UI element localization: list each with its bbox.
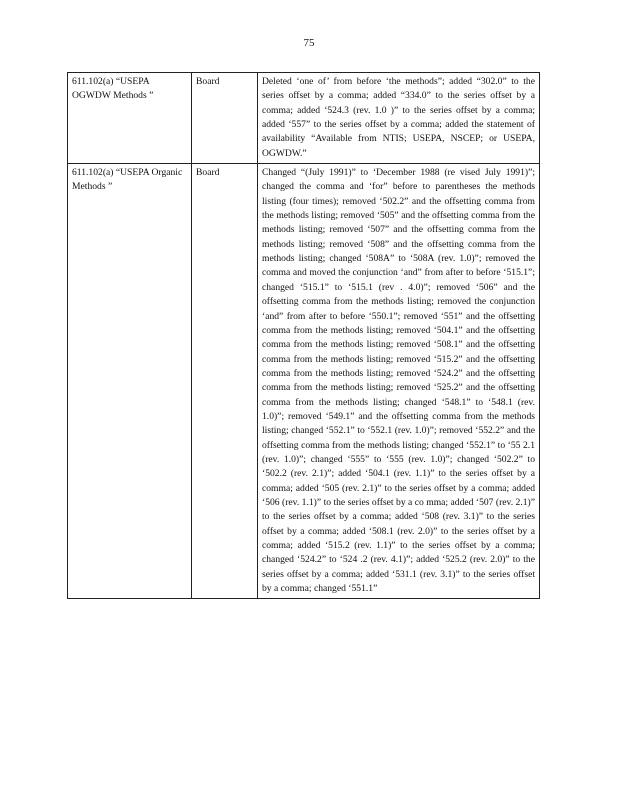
section-cell: 611.102(a) “USEPA Organic Methods ” [68,164,192,599]
table-row [68,73,540,164]
amendments-table [67,72,540,599]
change-description-cell: Deleted ‘one of’ from before ‘the methods”; added “302.0” to the series offset by a comma; added “334.0” to the series offset by a comma; added ‘524.3 (rev. 1.0 )” to the series offset by a comma; added ‘557” to the series offset by a comma; added the statement of availability “Available from NTIS; USEPA, NSCEP; or USEPA, OGWDW.” [258,73,540,164]
actor-cell: Board [192,164,258,599]
section-cell: 611.102(a) “USEPA OGWDW Methods ” [68,73,192,164]
table-row [68,164,540,599]
page-number: 75 [303,37,315,49]
actor-cell: Board [192,73,258,164]
change-description-cell: Changed “(July 1991)” to ‘December 1988 (re vised July 1991)”; changed the comma and ‘for” before to parentheses the methods listing (four times); removed ‘502.2” and the offsetting comma from the methods listing; removed ‘505” and the offsetting comma from the methods listing; removed ‘507” and the offsetting comma from the methods listing; removed ‘508” and the offsetting comma from the methods listing; changed ‘508A” to ‘508A (rev. 1.0)”; removed the comma and moved the conjunction ‘and” from after to before ‘515.1”; changed ‘515.1” to ‘515.1 (rev . 4.0)”; removed ‘506” and the offsetting comma from the methods listing; removed the conjunction ‘and” from after to before ‘550.1”; removed ‘551” and the offsetting comma from the methods listing; removed ‘504.1” and the offsetting comma from the methods listing; removed ‘508.1” and the offsetting comma from the methods listing; removed ‘515.2” and the offsetting comma from the methods listing; removed ‘524.2” and the offsetting comma from the methods listing; removed ‘525.2” and the offsetting comma from the methods listing; changed ‘548.1” to ‘548.1 (rev. 1.0)”; removed ‘549.1” and the offsetting comma from the methods listing; changed ‘552.1” to ‘552.1 (rev. 1.0)”; removed ‘552.2” and the offsetting comma from the methods listing; changed ‘552.1” to ‘55 2.1 (rev. 1.0)”; changed ‘555” to ‘555 (rev. 1.0)”; changed ‘502.2” to ‘502.2 (rev. 2.1)”; added ‘504.1 (rev. 1.1)” to the series offset by a comma; added ‘505 (rev. 2.1)” to the series offset by a comma; added ‘506 (rev. 1.1)” to the series offset by a co mma; added ‘507 (rev. 2.1)” to the series offset by a comma; added ‘508 (rev. 3.1)” to the series offset by a comma; added ‘508.1 (rev. 2.0)” to the series offset by a comma; added ‘515.2 (rev. 1.1)” to the series offset by a comma; changed ‘524.2” to ‘524 .2 (rev. 4.1)”; added ‘525.2 (rev. 2.0)” to the series offset by a comma; added ‘531.1 (rev. 3.1)” to the series offset by a comma; changed ‘551.1” [258,164,540,599]
